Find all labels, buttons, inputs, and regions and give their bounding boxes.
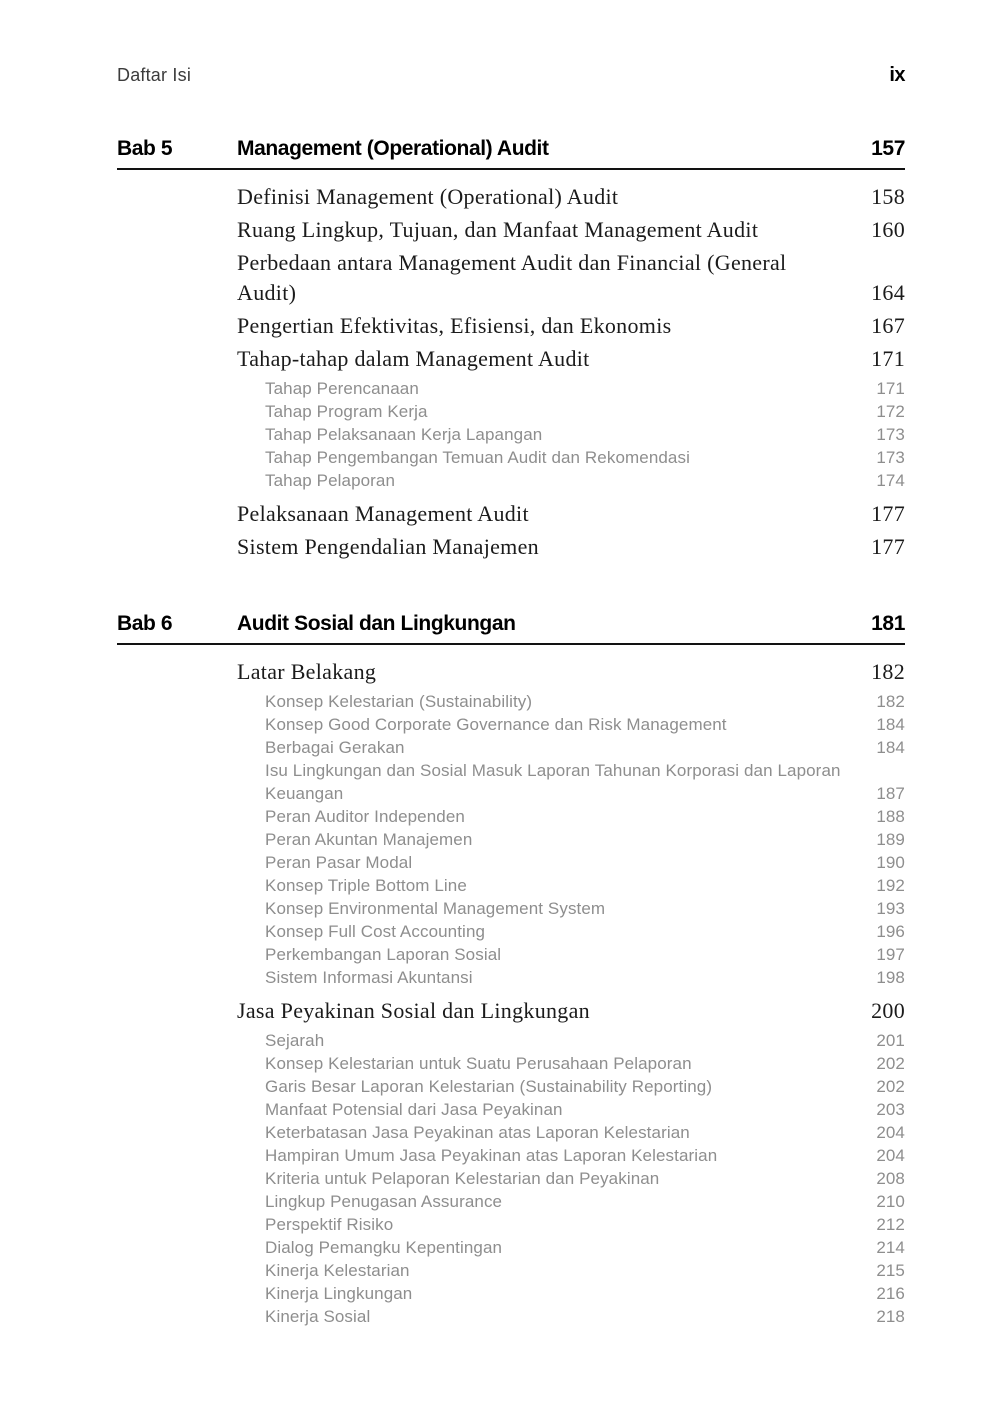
toc-entry xyxy=(237,344,905,374)
toc-entry-title: Pengertian Efektivitas, Efisiensi, dan Ekonomis xyxy=(237,313,672,338)
chapters-container xyxy=(117,137,905,1328)
toc-entry-title: Tahap Program Kerja xyxy=(265,402,428,421)
chapter-heading xyxy=(117,137,905,170)
running-title: Daftar Isi xyxy=(117,65,192,85)
toc-entry-title: Konsep Kelestarian (Sustainability) xyxy=(265,692,533,711)
toc-entry-title: Tahap Pelaksanaan Kerja Lapangan xyxy=(265,425,543,444)
toc-entry xyxy=(237,311,905,341)
toc-subentry xyxy=(265,943,905,966)
chapter-page-number: 157 xyxy=(871,137,905,160)
toc-entry-title: Kinerja Sosial xyxy=(265,1307,371,1326)
toc-entry-page-number: 158 xyxy=(871,184,905,209)
toc-subentry xyxy=(265,377,905,400)
toc-entry-page-number: 184 xyxy=(876,738,905,757)
toc-entry-page-number: 214 xyxy=(876,1238,905,1257)
toc-subentry xyxy=(265,446,905,469)
toc-entry-page-number: 164 xyxy=(871,280,905,305)
toc-entry-title: Pelaksanaan Management Audit xyxy=(237,501,529,526)
toc-subentry xyxy=(265,1213,905,1236)
toc-subentry xyxy=(265,966,905,989)
toc-entry-title: Peran Auditor Independen xyxy=(265,807,465,826)
toc-entry-title: Dialog Pemangku Kepentingan xyxy=(265,1238,503,1257)
toc-entry-page-number: 177 xyxy=(871,501,905,526)
toc-entry-title: Kinerja Lingkungan xyxy=(265,1284,413,1303)
toc-entry-page-number: 202 xyxy=(876,1077,905,1096)
toc-entry-page-number: 173 xyxy=(876,448,905,467)
toc-entry-page-number: 204 xyxy=(876,1123,905,1142)
chapter-entries xyxy=(117,170,905,562)
toc-entry-page-number: 182 xyxy=(876,692,905,711)
toc-entry-page-number: 215 xyxy=(876,1261,905,1280)
toc-entry-page-number: 177 xyxy=(871,534,905,559)
toc-entry-page-number: 203 xyxy=(876,1100,905,1119)
toc-entry xyxy=(237,657,905,687)
toc-entry-page-number: 198 xyxy=(876,968,905,987)
toc-subentry xyxy=(265,874,905,897)
toc-subentry xyxy=(265,713,905,736)
toc-entry xyxy=(237,215,905,245)
chapter-label: Bab 5 xyxy=(117,137,173,160)
toc-entry-page-number: 184 xyxy=(876,715,905,734)
toc-subentry xyxy=(265,1236,905,1259)
toc-subentry xyxy=(265,1052,905,1075)
toc-subentry xyxy=(265,690,905,713)
toc-entry-title: Latar Belakang xyxy=(237,659,377,684)
toc-entry-title: Tahap Pelaporan xyxy=(265,471,396,490)
toc-entry-page-number: 192 xyxy=(876,876,905,895)
toc-entry-page-number: 171 xyxy=(876,379,905,398)
toc-entry-page-number: 202 xyxy=(876,1054,905,1073)
toc-entry-page-number: 208 xyxy=(876,1169,905,1188)
toc-entry-title: Konsep Full Cost Accounting xyxy=(265,922,486,941)
toc-subentry xyxy=(265,828,905,851)
toc-entry-title: Peran Akuntan Manajemen xyxy=(265,830,473,849)
chapter-heading xyxy=(117,612,905,645)
toc-entry-page-number: 204 xyxy=(876,1146,905,1165)
toc-entry-title: Isu Lingkungan dan Sosial Masuk Laporan Tahunan Korporasi dan Laporan Keuangan xyxy=(265,761,841,803)
toc-entry-page-number: 197 xyxy=(876,945,905,964)
toc-entry-page-number: 173 xyxy=(876,425,905,444)
toc-entry-title: Tahap-tahap dalam Management Audit xyxy=(237,346,590,371)
page-header xyxy=(117,64,905,87)
toc-subentry xyxy=(265,1121,905,1144)
toc-subentry xyxy=(265,851,905,874)
toc-entry-title: Ruang Lingkup, Tujuan, dan Manfaat Management Audit xyxy=(237,217,759,242)
toc-entry-page-number: 189 xyxy=(876,830,905,849)
toc-entry-title: Konsep Good Corporate Governance dan Risk Management xyxy=(265,715,727,734)
toc-entry xyxy=(237,182,905,212)
toc-entry-page-number: 190 xyxy=(876,853,905,872)
toc-subentry xyxy=(265,1098,905,1121)
toc-entry-title: Sejarah xyxy=(265,1031,325,1050)
toc-entry-page-number: 193 xyxy=(876,899,905,918)
toc-entry-title: Perbedaan antara Management Audit dan Financial (General Audit) xyxy=(237,250,787,305)
toc-entry-title: Keterbatasan Jasa Peyakinan atas Laporan Kelestarian xyxy=(265,1123,690,1142)
toc-subentry xyxy=(265,920,905,943)
toc-entry-title: Sistem Informasi Akuntansi xyxy=(265,968,473,987)
toc-subentry xyxy=(265,1167,905,1190)
toc-entry-title: Kinerja Kelestarian xyxy=(265,1261,410,1280)
chapter-page-number: 181 xyxy=(871,612,905,635)
toc-entry-page-number: 171 xyxy=(871,346,905,371)
toc-entry-title: Definisi Management (Operational) Audit xyxy=(237,184,619,209)
toc-entry-page-number: 174 xyxy=(876,471,905,490)
chapter-entries xyxy=(117,645,905,1328)
toc-entry-page-number: 201 xyxy=(876,1031,905,1050)
toc-subentry xyxy=(265,1282,905,1305)
toc-subentry xyxy=(265,1190,905,1213)
toc-entry-page-number: 167 xyxy=(871,313,905,338)
toc-entry-title: Jasa Peyakinan Sosial dan Lingkungan xyxy=(237,998,590,1023)
toc-entry-page-number: 216 xyxy=(876,1284,905,1303)
toc-entry-page-number: 182 xyxy=(871,659,905,684)
page-number-roman: ix xyxy=(889,64,905,86)
toc-entry xyxy=(237,499,905,529)
toc-entry-title: Perspektif Risiko xyxy=(265,1215,394,1234)
chapter-title: Audit Sosial dan Lingkungan xyxy=(237,612,516,635)
toc-entry-title: Konsep Kelestarian untuk Suatu Perusahaan Pelaporan xyxy=(265,1054,692,1073)
toc-subentry xyxy=(265,1075,905,1098)
toc-subentry xyxy=(265,736,905,759)
toc-entry-page-number: 196 xyxy=(876,922,905,941)
toc-entry-title: Sistem Pengendalian Manajemen xyxy=(237,534,539,559)
toc-entry-title: Konsep Environmental Management System xyxy=(265,899,606,918)
toc-subentry xyxy=(265,469,905,492)
toc-entry-title: Perkembangan Laporan Sosial xyxy=(265,945,502,964)
toc-entry-title: Peran Pasar Modal xyxy=(265,853,413,872)
toc-subentry xyxy=(265,897,905,920)
toc-subentry xyxy=(265,1029,905,1052)
toc-entry-title: Konsep Triple Bottom Line xyxy=(265,876,467,895)
toc-entry-page-number: 172 xyxy=(876,402,905,421)
toc-subentry xyxy=(265,805,905,828)
toc-entry-page-number: 218 xyxy=(876,1307,905,1326)
toc-subentry xyxy=(265,400,905,423)
toc-entry-title: Lingkup Penugasan Assurance xyxy=(265,1192,503,1211)
toc-entry-title: Tahap Pengembangan Temuan Audit dan Rekomendasi xyxy=(265,448,690,467)
chapter-block xyxy=(117,137,905,562)
chapter-title: Management (Operational) Audit xyxy=(237,137,549,160)
toc-entry-title: Manfaat Potensial dari Jasa Peyakinan xyxy=(265,1100,563,1119)
toc-subentry xyxy=(265,1305,905,1328)
chapter-label: Bab 6 xyxy=(117,612,173,635)
toc-entry-title: Hampiran Umum Jasa Peyakinan atas Laporan Kelestarian xyxy=(265,1146,718,1165)
toc-entry xyxy=(237,248,905,308)
toc-entry xyxy=(237,532,905,562)
toc-entry-page-number: 212 xyxy=(876,1215,905,1234)
toc-entry xyxy=(237,996,905,1026)
toc-entry-title: Garis Besar Laporan Kelestarian (Sustainability Reporting) xyxy=(265,1077,713,1096)
toc-entry-title: Tahap Perencanaan xyxy=(265,379,419,398)
toc-entry-title: Berbagai Gerakan xyxy=(265,738,405,757)
toc-entry-title: Kriteria untuk Pelaporan Kelestarian dan Peyakinan xyxy=(265,1169,660,1188)
chapter-block xyxy=(117,612,905,1328)
toc-subentry xyxy=(265,423,905,446)
toc-entry-page-number: 160 xyxy=(871,217,905,242)
toc-entry-page-number: 188 xyxy=(876,807,905,826)
toc-subentry xyxy=(265,1144,905,1167)
toc-subentry xyxy=(265,1259,905,1282)
toc-entry-page-number: 210 xyxy=(876,1192,905,1211)
toc-entry-page-number: 200 xyxy=(871,998,905,1023)
toc-subentry xyxy=(265,759,905,805)
toc-entry-page-number: 187 xyxy=(876,784,905,803)
